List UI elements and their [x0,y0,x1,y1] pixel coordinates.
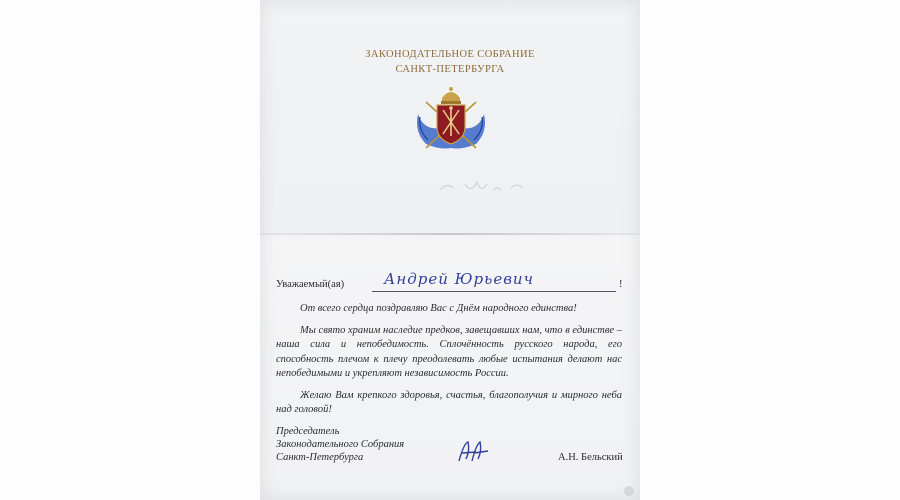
greeting-label: Уважаемый(ая) [276,279,345,290]
signatory-title-line-3: Санкт-Петербурга [276,452,364,463]
signatory-title-line-2: Законодательного Собрания [276,439,405,450]
body-paragraph-1: От всего сердца поздравляю Вас с Днём народного единства! [300,303,577,314]
emboss-mark-icon [435,176,535,200]
signatory-name: А.Н. Бельский [558,452,623,463]
handwritten-signature-icon [456,439,490,465]
card-header [260,47,640,77]
header-line-2: САНКТ-ПЕТЕРБУРГА [395,64,505,75]
watermark-icon [624,486,634,496]
body-paragraph-3: Желаю Вам крепкого здоровья, счастья, благополучия и мирного неба над головой! [276,389,622,415]
coat-of-arms-icon [410,84,492,154]
greeting-card [260,0,640,500]
name-underline [372,291,616,292]
greeting-exclamation: ! [619,279,623,290]
signatory-title [276,425,404,464]
signature-block [276,425,626,475]
letter-body [276,302,622,425]
signatory-title-line-1: Председатель [276,426,340,437]
header-line-1: ЗАКОНОДАТЕЛЬНОЕ СОБРАНИЕ [365,49,535,60]
recipient-name-handwritten: Андрей Юрьевич [384,270,534,288]
greeting-line [276,270,626,290]
body-paragraph-2: Мы свято храним наследие предков, завещавших нам, что в единстве – наша сила и непобедимость. Сплочённость русского народа, его способность плечом к плечу преодолевать любые испытания делают нас непобедимыми и укрепляют независимость России. [276,324,622,379]
card-fold-line [260,233,640,235]
